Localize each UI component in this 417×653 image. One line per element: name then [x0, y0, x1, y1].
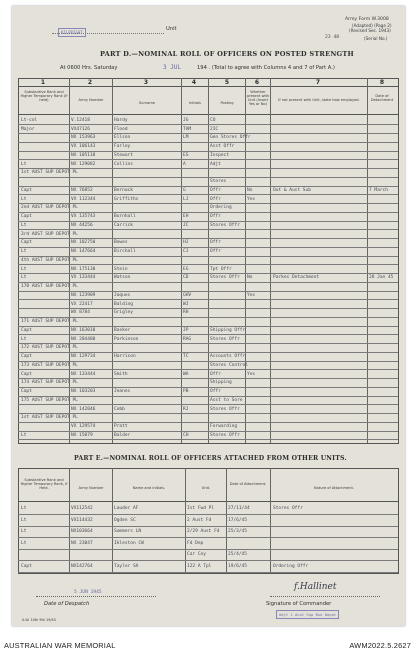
- part-d-cell: Capt: [21, 187, 32, 193]
- part-d-cell: NX 103203: [71, 389, 96, 395]
- part-d-cell: Stores: [210, 179, 227, 185]
- part-d-cell: G: [183, 187, 186, 193]
- part-d-cell: 28 Jan 45: [369, 275, 394, 281]
- part-d-cell: RJ: [183, 406, 189, 412]
- part-d-cell: EH: [183, 214, 189, 220]
- part-e-cell: Lt: [21, 529, 27, 534]
- at-line-suffix: 194 . (Total to agree with Columns 4 and 7 of Part A.): [197, 65, 335, 71]
- part-d-cell: NX 102750: [71, 240, 96, 246]
- part-e-cell: 25/4/45: [228, 552, 247, 557]
- part-d-row-line: [18, 273, 398, 274]
- part-d-cell: Flood: [114, 126, 128, 132]
- at-line-date: 3 JUL: [163, 64, 182, 71]
- e-col-header-army-number: Army Number: [78, 486, 104, 490]
- part-d-row-line: [18, 247, 398, 248]
- part-d-cell: Smith: [114, 371, 128, 377]
- part-d-cell: Stores Offr: [210, 406, 240, 412]
- part-d-cell: Yes: [247, 196, 256, 202]
- part-d-row-line: [18, 317, 398, 318]
- unit-stamp: KILPRIGHT: [58, 28, 86, 37]
- part-d-row-line: [18, 238, 398, 239]
- part-d-cell: 2nd AUST SUP DEPOT PL: [21, 205, 78, 211]
- part-d-cell: Capt: [21, 240, 32, 246]
- part-d-cell: Jaques: [114, 292, 131, 298]
- part-d-cell: NX 129734: [71, 354, 96, 360]
- part-e-cell: 17/6/45: [228, 517, 247, 523]
- date-stamp: 23 48: [325, 35, 340, 40]
- caption-left: AUSTRALIAN WAR MEMORIAL: [4, 641, 116, 650]
- signature-label: Signature of Commander: [266, 601, 332, 607]
- col-header-posting: Posting: [220, 101, 234, 105]
- part-d-cell: LM: [183, 135, 189, 141]
- part-d-cell: A: [183, 161, 186, 167]
- part-d-cell: NX 147664: [71, 249, 96, 255]
- col-header-rank: Substantive Rank and Higher Temporary Rank (if held): [20, 90, 68, 102]
- form-revised: (Revised Sec. 1943): [349, 28, 391, 33]
- part-d-cell: Collins: [114, 161, 133, 167]
- commander-stamp: Adjt 1 Aust Sup Bse Depot: [276, 610, 339, 619]
- part-d-cell: WA: [183, 371, 189, 377]
- part-d-row-line: [18, 124, 398, 125]
- form-name: Army Form W.3008: [345, 17, 389, 22]
- part-d-row-line: [18, 334, 398, 335]
- part-d-row-line: [18, 264, 398, 265]
- part-e-cell: 122 A Tpl: [187, 563, 212, 569]
- part-e-cell: 27/11/44: [228, 506, 250, 511]
- col-num-3: 3: [143, 79, 149, 86]
- part-d-cell: NX 142046: [71, 406, 96, 412]
- part-d-cell: Stein: [114, 266, 128, 272]
- part-d-row-line: [18, 396, 398, 397]
- part-d-cell: Offr: [210, 389, 221, 395]
- part-d-cell: Lt: [21, 275, 27, 281]
- part-d-row-line: [18, 229, 398, 230]
- part-d-cell: Offr: [210, 187, 221, 193]
- part-d-cell: Accounts Offr: [210, 354, 246, 360]
- e-col-line-2: [112, 468, 113, 573]
- part-d-cell: NX 129082: [71, 161, 96, 167]
- part-d-row-line: [18, 439, 398, 440]
- part-d-cell: Capt: [21, 371, 32, 377]
- part-d-cell: CH: [183, 432, 189, 438]
- part-d-cell: Watson: [114, 275, 131, 281]
- e-col-line-3: [185, 468, 186, 573]
- part-e-cell: Taylor SA: [114, 563, 139, 569]
- col-num-2: 2: [87, 79, 93, 86]
- commander-signature: f.Hallinet: [294, 582, 337, 592]
- part-e-cell: Lt: [21, 517, 27, 523]
- part-d-cell: RAG: [183, 336, 192, 342]
- part-d-cell: Capt: [21, 389, 32, 395]
- part-d-cell: Offr: [210, 214, 221, 220]
- part-d-row-line: [18, 308, 398, 309]
- part-e-cell: Stores Offr: [273, 506, 303, 511]
- col-num-5: 5: [224, 79, 230, 86]
- part-e-cell: VX112542: [71, 506, 93, 511]
- part-d-cell: V.12418: [71, 117, 90, 123]
- part-d-cell: 174 AUST SUP DEPOT PL: [21, 380, 78, 386]
- part-d-cell: VX 112344: [71, 196, 96, 202]
- part-d-cell: Offr: [210, 371, 221, 377]
- e-col-header-rank: Substantive Rank and Higher Temporary Rank, if Held.: [20, 478, 68, 490]
- part-d-cell: Offr: [210, 249, 221, 255]
- part-d-cell: Cobb: [114, 406, 125, 412]
- part-d-cell: Parkes Detachment: [273, 275, 320, 281]
- part-d-cell: Shipping Offr: [210, 327, 246, 333]
- part-d-cell: HJ: [183, 240, 189, 246]
- part-d-cell: Major: [21, 126, 35, 132]
- part-d-cell: Basker: [114, 327, 131, 333]
- part-d-cell: Balding: [114, 301, 133, 307]
- part-e-row-line: [18, 537, 398, 538]
- part-d-cell: Carrick: [114, 222, 133, 228]
- part-d-cell: EG: [183, 266, 189, 272]
- part-d-row-line: [18, 159, 398, 160]
- signature-line: [270, 596, 380, 597]
- part-d-row-line: [18, 256, 398, 257]
- part-d-cell: NX 123909: [71, 292, 96, 298]
- part-d-cell: WX 8784: [71, 310, 90, 316]
- part-e-cell: Ist Fwd Pl: [187, 506, 215, 511]
- e-col-header-nature: Nature of Attachment.: [313, 486, 355, 490]
- part-e-cell: 2/29 Aust Fd: [187, 529, 220, 534]
- part-d-cell: No: [247, 275, 253, 281]
- col-num-6: 6: [254, 79, 260, 86]
- part-d-cell: NX 175130: [71, 266, 96, 272]
- e-col-header-date: Date of Attachment.: [229, 482, 267, 486]
- part-d-row-line: [18, 422, 398, 423]
- part-e-cell: NX142764: [71, 563, 93, 569]
- part-d-cell: Out & Aust Sub: [273, 187, 311, 193]
- col-num-7: 7: [315, 79, 321, 86]
- part-d-row-line: [18, 168, 398, 169]
- part-d-cell: VX47126: [71, 126, 90, 132]
- part-d-row-line: [18, 151, 398, 152]
- part-e-cell: Car Coy: [187, 552, 206, 557]
- part-d-row-line: [18, 387, 398, 388]
- part-d-row-line: [18, 194, 398, 195]
- part-e-title: PART E.—NOMINAL ROLL OF OFFICERS ATTACHED FROM OTHER UNITS.: [74, 455, 347, 462]
- part-e-header-row-line: [18, 501, 398, 502]
- part-d-cell: Parkinson: [114, 336, 139, 342]
- part-d-cell: RH: [183, 310, 189, 316]
- part-d-cell: Lt: [21, 266, 27, 272]
- part-d-cell: Yes: [247, 292, 256, 298]
- part-d-cell: Capt: [21, 214, 32, 220]
- part-e-row-line: [18, 514, 398, 515]
- caption-right: AWM2022.5.2627: [349, 641, 411, 650]
- part-e-cell: Ikleston CW: [114, 540, 144, 546]
- part-d-cell: Lt: [21, 432, 27, 438]
- part-d-row-line: [18, 378, 398, 379]
- part-d-row-line: [18, 133, 398, 134]
- part-d-row-line: [18, 282, 398, 283]
- part-d-cell: Stores Offr: [210, 336, 240, 342]
- part-d-row-line: [18, 343, 398, 344]
- part-d-cell: Capt: [21, 327, 32, 333]
- part-d-cell: Stewart: [114, 152, 133, 158]
- part-d-cell: Balder: [114, 432, 131, 438]
- document-page: [12, 6, 405, 626]
- part-d-row-line: [18, 203, 398, 204]
- part-d-cell: Farley: [114, 144, 131, 150]
- part-d-cell: Burnhall: [114, 214, 136, 220]
- part-d-cell: NX 133444: [71, 371, 96, 377]
- part-d-cell: Stores Offr: [210, 222, 240, 228]
- part-e-row-line: [18, 549, 398, 550]
- part-d-cell: 1st AUST SUP DEPOT PL: [21, 415, 78, 421]
- part-d-cell: Stores Offr: [210, 275, 240, 281]
- part-d-cell: LJ: [183, 196, 189, 202]
- part-d-cell: TAM: [183, 126, 192, 132]
- part-d-cell: WJ: [183, 301, 189, 307]
- part-d-cell: VX 22417: [71, 301, 93, 307]
- part-d-cell: Capt: [21, 354, 32, 360]
- serial-label: (Serial No.): [364, 36, 388, 41]
- despatch-line: [36, 596, 156, 597]
- part-d-cell: Lt: [21, 161, 27, 167]
- part-d-cell: JC: [183, 222, 189, 228]
- part-e-row-line: [18, 572, 398, 573]
- part-e-row-line: [18, 526, 398, 527]
- part-d-cell: 171 AUST SUP DEPOT PL: [21, 319, 78, 325]
- part-d-cell: Offr: [210, 240, 221, 246]
- part-d-cell: NX 105110: [71, 152, 96, 158]
- part-e-cell: Ogden SC: [114, 517, 136, 523]
- part-d-cell: Jeanes: [114, 389, 131, 395]
- part-d-cell: Hardy: [114, 117, 128, 123]
- part-e-cell: 2 Aust Fd: [187, 517, 212, 523]
- part-d-row-line: [18, 177, 398, 178]
- part-d-cell: Adjt: [210, 161, 221, 167]
- part-d-cell: Lt: [21, 336, 27, 342]
- col-header-initials: Initials: [189, 101, 201, 105]
- part-d-cell: Griffiths: [114, 196, 139, 202]
- col-num-1: 1: [40, 79, 46, 86]
- part-d-cell: 7 March: [369, 187, 388, 193]
- part-e-cell: 25/3/45: [228, 529, 247, 534]
- part-d-cell: Harrison: [114, 354, 136, 360]
- part-d-cell: Tpt Offr: [210, 266, 232, 272]
- part-d-cell: CD: [183, 275, 189, 281]
- part-d-cell: NX 15079: [71, 432, 93, 438]
- part-d-cell: Ordering: [210, 205, 232, 211]
- part-d-cell: No: [247, 187, 253, 193]
- part-d-cell: PB: [183, 389, 189, 395]
- col-header-army-number: Army Number: [78, 98, 104, 102]
- e-col-line-1: [69, 468, 70, 573]
- part-d-cell: VX 106143: [71, 144, 96, 150]
- part-d-row-line: [18, 326, 398, 327]
- part-d-cell: Pratt: [114, 424, 128, 430]
- part-e-cell: Capt: [21, 563, 32, 569]
- part-d-cell: GHV: [183, 292, 192, 298]
- part-d-cell: Grigley: [114, 310, 133, 316]
- part-d-row-line: [18, 186, 398, 187]
- part-d-cell: VX 129574: [71, 424, 96, 430]
- part-d-cell: Gen Stores Offr: [210, 135, 251, 141]
- part-e-cell: Lauder AF: [114, 506, 139, 511]
- part-d-cell: 170 AUST SUP DEPOT PL: [21, 284, 78, 290]
- part-d-cell: Birchall: [114, 249, 136, 255]
- e-col-header-name: Name and Initials.: [132, 486, 166, 490]
- part-d-row-line: [18, 291, 398, 292]
- part-e-cell: Fd Dep: [187, 540, 204, 546]
- part-d-cell: Bowes: [114, 240, 128, 246]
- part-d-cell: NX 76852: [71, 187, 93, 193]
- part-d-cell: Inspect: [210, 152, 229, 158]
- col-header-surname: Surname: [138, 101, 156, 105]
- part-e-cell: NX103664: [71, 529, 93, 534]
- part-e-cell: Lt: [21, 506, 27, 511]
- part-d-cell: 1st AUST SUP DEPOT PL: [21, 170, 78, 176]
- part-d-title: PART D.—NOMINAL ROLL OF OFFICERS ON POSTED STRENGTH: [100, 50, 354, 58]
- part-d-cell: 2IC: [210, 126, 219, 132]
- part-d-cell: 4th AUST SUP DEPOT PL: [21, 257, 78, 263]
- part-e-cell: 19/6/45: [228, 563, 247, 569]
- part-e-cell: VX114432: [71, 517, 93, 523]
- part-d-row-line: [18, 404, 398, 405]
- part-d-row-line: [18, 352, 398, 353]
- part-d-cell: 3rd AUST SUP DEPOT PL: [21, 231, 78, 237]
- part-d-cell: Lt: [21, 249, 27, 255]
- part-d-cell: Offr: [210, 196, 221, 202]
- part-d-cell: TC: [183, 354, 189, 360]
- part-d-cell: NX 163010: [71, 327, 96, 333]
- date-of-despatch-label: Date of Despatch: [44, 601, 90, 607]
- part-d-cell: Lt: [21, 222, 27, 228]
- part-d-cell: NX 204480: [71, 336, 96, 342]
- part-d-cell: 172 AUST SUP DEPOT PL: [21, 345, 78, 351]
- part-d-cell: VX 133444: [71, 275, 96, 281]
- part-d-cell: Shipping: [210, 380, 232, 386]
- part-e-cell: NX 23047: [71, 540, 93, 546]
- part-d-cell: CO: [210, 117, 216, 123]
- part-d-cell: Ellson: [114, 135, 131, 141]
- part-d-cell: JP: [183, 327, 189, 333]
- part-d-cell: Asst Offr: [210, 144, 235, 150]
- part-d-row-line: [18, 142, 398, 143]
- part-e-cell: Lt: [21, 540, 27, 546]
- col-num-8: 8: [379, 79, 385, 86]
- part-d-row-line: [18, 221, 398, 222]
- part-d-row-line: [18, 212, 398, 213]
- part-d-cell: Yes: [247, 371, 256, 377]
- part-d-row-line: [18, 299, 398, 300]
- part-d-cell: VX 135743: [71, 214, 96, 220]
- at-line-prefix: At 0600 Hrs. Saturday: [60, 65, 118, 71]
- part-d-row-line: [18, 413, 398, 414]
- e-col-line-5: [270, 468, 271, 573]
- part-e-row-line: [18, 560, 398, 561]
- part-d-cell: Forwarding: [210, 424, 238, 430]
- part-d-cell: NX 153963: [71, 135, 96, 141]
- e-col-header-unit: Unit.: [201, 486, 211, 490]
- part-d-row-line: [18, 361, 398, 362]
- col-header-detachment: Date of Detachment: [370, 94, 394, 102]
- part-d-cell: 173 AUST SUP DEPOT PL: [21, 362, 78, 368]
- part-d-row-line: [18, 431, 398, 432]
- form-adapted: (Adapted) (Page 2): [352, 23, 392, 28]
- part-d-row-line: [18, 369, 398, 370]
- part-d-cell: Stores Control: [210, 362, 248, 368]
- part-d-cell: JG: [183, 117, 189, 123]
- printer-note: A.W. 10th 9th 19/43: [22, 618, 56, 622]
- part-e-cell: Ordering Offr: [273, 563, 309, 569]
- part-d-cell: Asst to Sore: [210, 397, 243, 403]
- part-d-cell: Lt: [21, 196, 27, 202]
- part-d-cell: ES: [183, 152, 189, 158]
- part-d-cell: Lt-col: [21, 117, 38, 123]
- part-d-cell: 175 AUST SUP DEPOT PL: [21, 397, 78, 403]
- col-header-present: Whether present with Unit (Insert Yes or No): [246, 90, 270, 106]
- part-d-cell: NX 44256: [71, 222, 93, 228]
- part-e-cell: Sommers LN: [114, 529, 142, 534]
- col-header-employed: If not present with Unit, state how employed.: [278, 98, 360, 102]
- part-d-cell: Stores Offr: [210, 432, 240, 438]
- unit-label: Unit: [166, 26, 177, 32]
- part-d-cell: Bernack: [114, 187, 133, 193]
- part-d-cell: CJ: [183, 249, 189, 255]
- col-num-4: 4: [191, 79, 197, 86]
- e-col-line-4: [226, 468, 227, 573]
- despatch-stamp: 5 JUN 1945: [74, 590, 102, 595]
